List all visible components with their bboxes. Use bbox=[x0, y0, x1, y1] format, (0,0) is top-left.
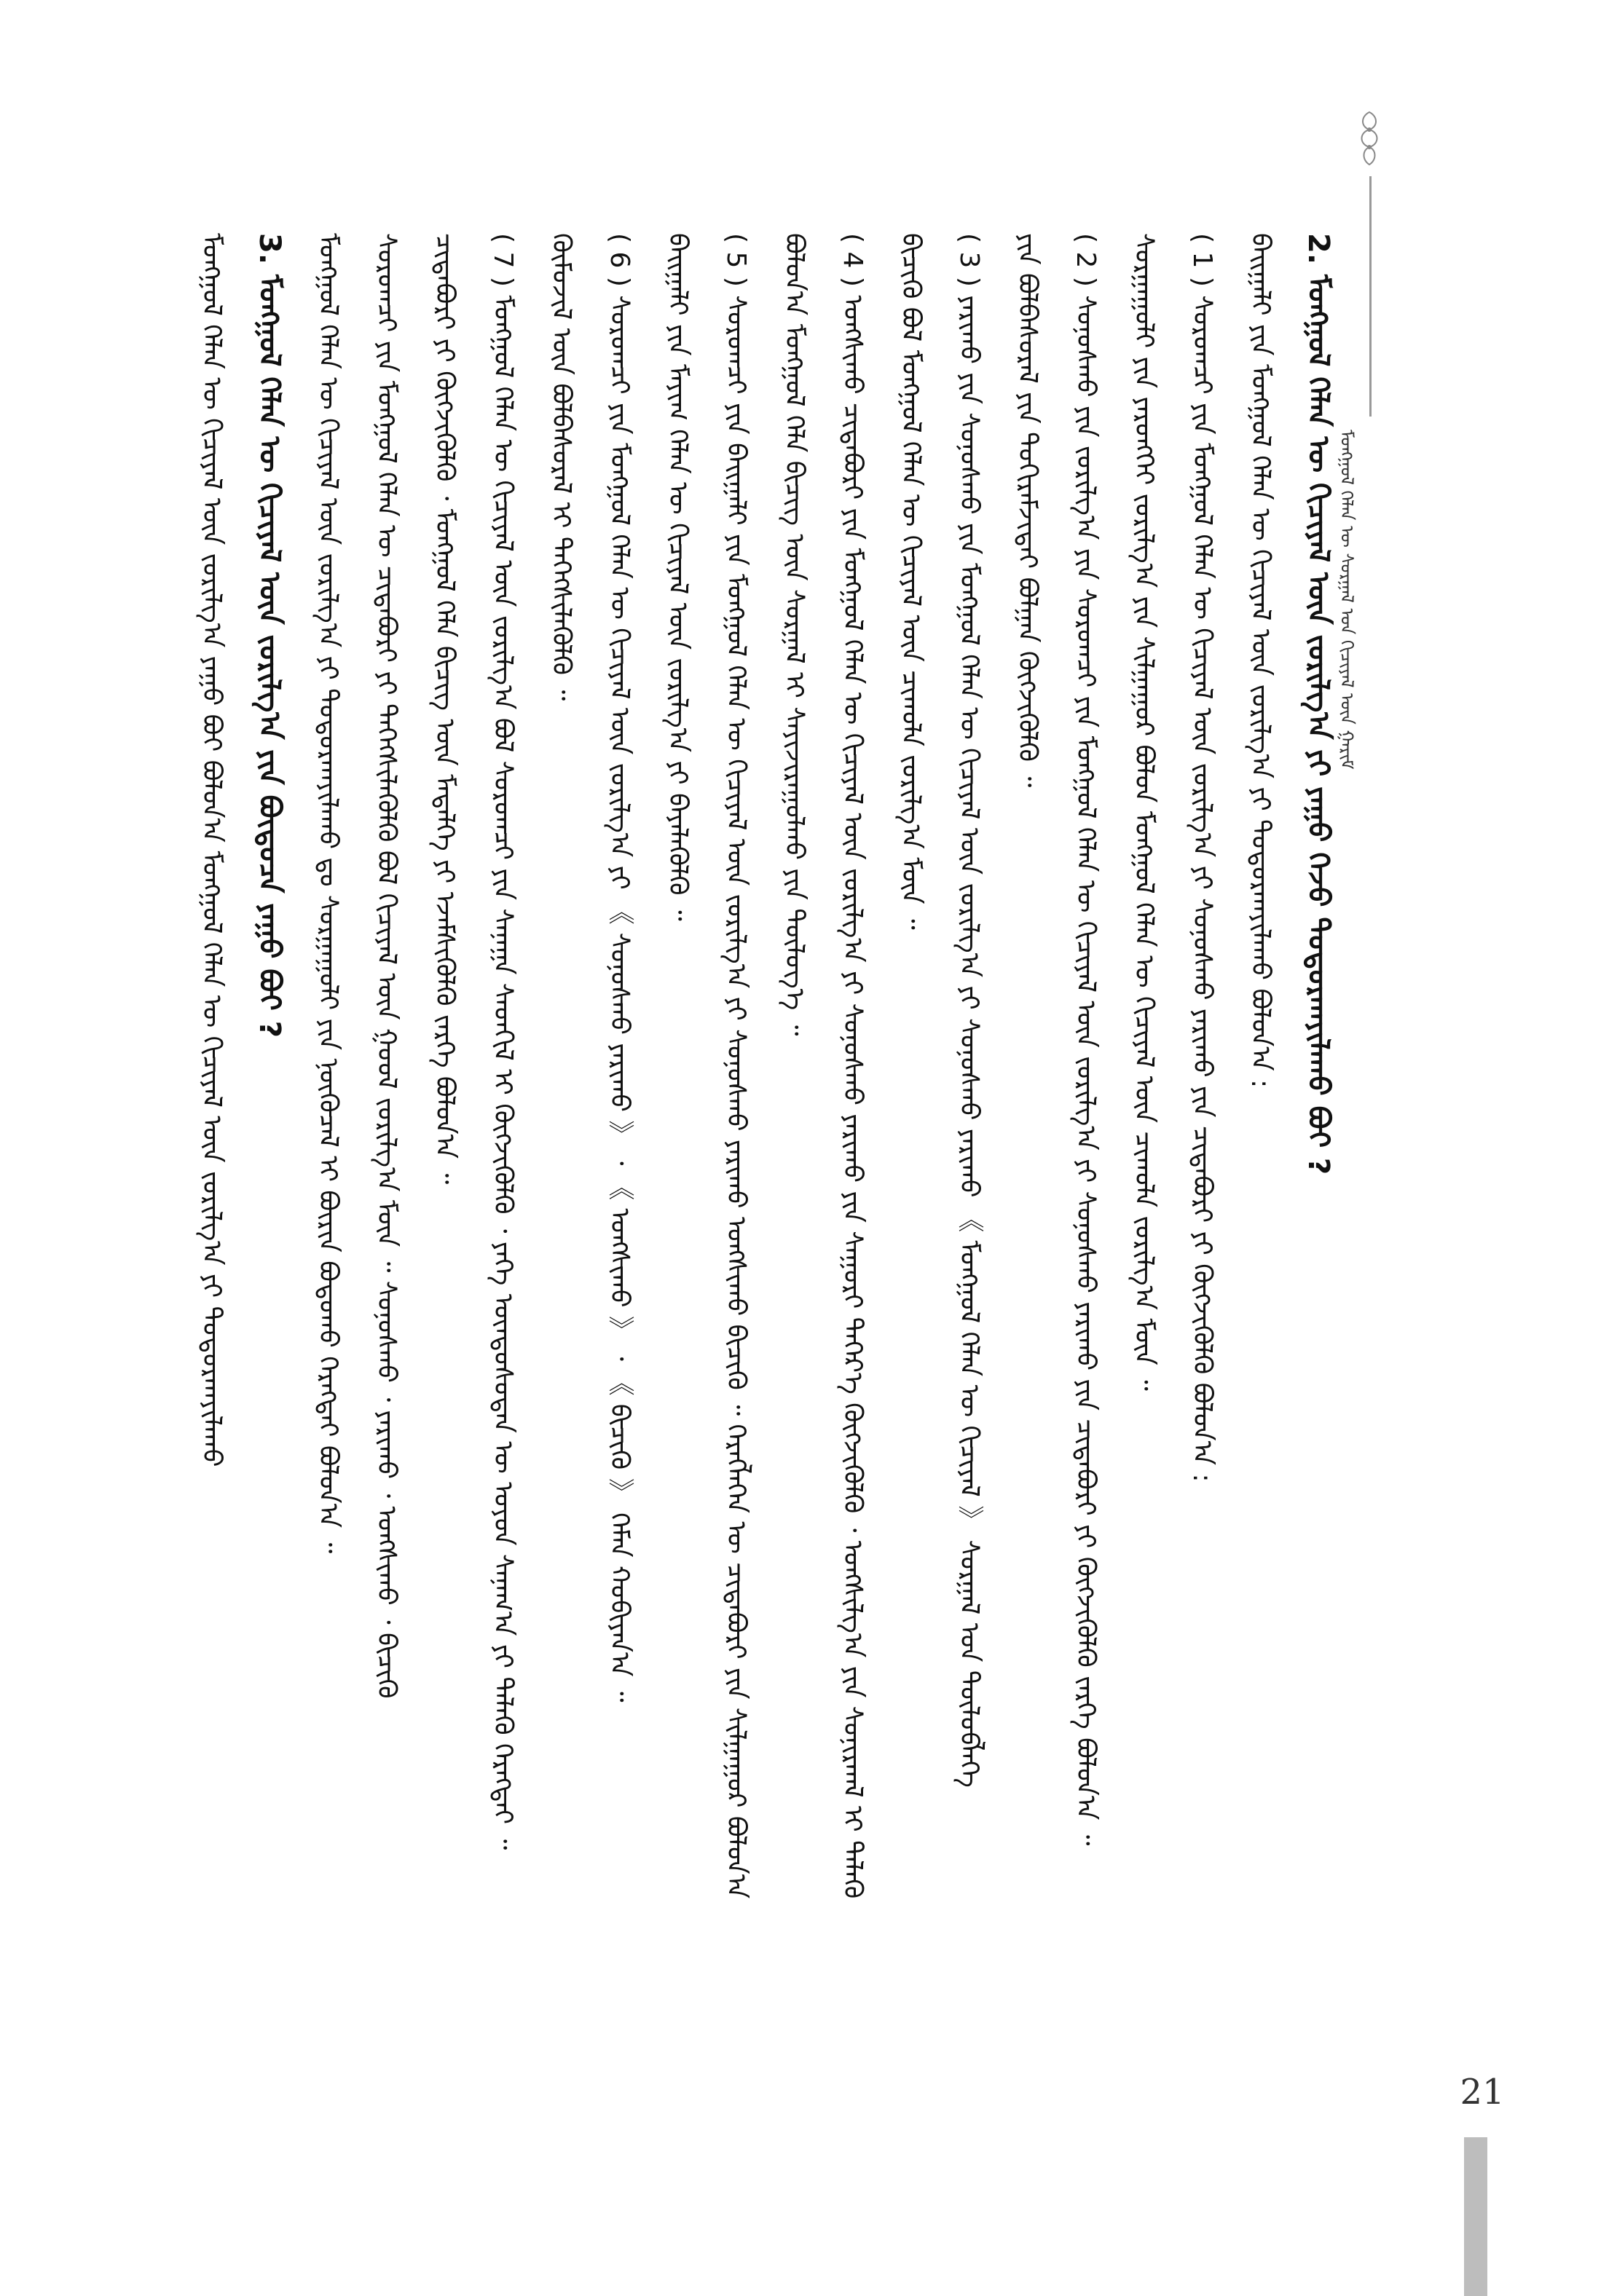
text-line: ( 6 ) ᠰᠤᠷᠤᠭᠴᠢ ᠶᠢᠨ ᠮᠣᠩᠭᠣᠯ ᠬᠡᠯᠡᠨ ᠦ ᠬᠢᠴᠢᠶᠡᠯ ᠦᠨ ᠵᠣᠷᠢᠯᠭ᠎ᠠ ᠶᠢ 《 ᠰᠣᠨᠣᠰᠬᠤ ᠶᠠᠷᠢᠬᠤ 》 ᠂ 《 ᠤᠩᠰᠢᠬᠤ 》 ᠂ 《 ᠪᠢᠴᠢᠬᠦ 》 ᠬᠡᠮᠡᠨ ᠬᠤᠪᠢᠶᠠᠨ᠎ᠠ ᠃ bbox=[605, 233, 634, 1703]
text-line: ( 4 ) ᠤᠩᠰᠢᠬᠤ ᠴᠢᠳᠠᠪᠤᠷᠢ ᠶᠢᠨ ᠮᠣᠩᠭᠣᠯ ᠬᠡᠯᠡᠨ ᠦ ᠬᠢᠴᠢᠶᠡᠯ ᠦᠨ ᠵᠣᠷᠢᠯᠭ᠎ᠠ ᠶᠢ ᠰᠣᠨᠣᠰᠬᠤ ᠶᠠᠷᠢᠬᠤ ᠶᠢᠨ ᠰᠠᠭᠤᠷᠢ ᠳᠡᠭᠡᠷ᠎ᠡ ᠬᠥᠭᠵᠢᠭᠦᠯᠬᠦ ᠂ ᠤᠩᠰᠢᠯᠭ᠎ᠠ ᠶᠢᠨ ᠰᠣᠨᠢᠷᠬᠠᠯ ᠢ ᠲᠡᠯᠡᠬᠦ bbox=[838, 233, 867, 1899]
text-line: ᠰᠤᠷᠭᠠᠭᠤᠯᠢ ᠶᠢᠨ ᠶᠡᠷᠦᠩᠬᠡᠢ ᠵᠣᠷᠢᠯᠭ᠎ᠠ ᠶᠢᠨ ᠰᠢᠯᠭᠠᠭᠤᠷ ᠪᠣᠯᠤᠨ ᠮᠣᠩᠭᠣᠯ ᠬᠡᠯᠡᠨ ᠦ ᠬᠢᠴᠢᠶᠡᠯ ᠦᠨ ᠴᠢᠬᠤᠯᠠ ᠵᠣᠷᠢᠯᠭ᠎ᠠ ᠮᠥᠨ ᠃ bbox=[1129, 233, 1159, 1391]
text-line: ( 7 ) ᠮᠣᠩᠭᠣᠯ ᠬᠡᠯᠡᠨ ᠦ ᠬᠢᠴᠢᠶᠡᠯ ᠦᠨ ᠵᠣᠷᠢᠯᠭ᠎ᠠ ᠪᠣᠯ ᠰᠤᠷᠤᠭᠴᠢ ᠶᠢᠨ ᠰᠠᠨᠠᠭᠠ ᠰᠡᠳᠬᠢᠯ ᠢ ᠬᠥᠭᠵᠢᠭᠦᠯᠬᠦ ᠂ ᠶᠡᠬᠡ ᠦᠨᠳᠦᠰᠦᠲᠡᠨ ᠦ ᠣᠶᠤᠨ ᠰᠠᠨᠠᠭ᠎ᠠ ᠶᠢ ᠲᠡᠯᠡᠬᠦ ᠬᠡᠷᠡᠭᠲᠡᠢ ᠃ bbox=[488, 233, 518, 1850]
text-line: ( 2 ) ᠰᠣᠨᠣᠰᠬᠤ ᠶᠢᠨ ᠵᠣᠷᠢᠯᠭ᠎ᠠ ᠶᠢᠨ ᠰᠤᠷᠤᠭᠴᠢ ᠶᠢᠨ ᠮᠣᠩᠭᠣᠯ ᠬᠡᠯᠡᠨ ᠦ ᠬᠢᠴᠢᠶᠡᠯ ᠦᠨ ᠵᠣᠷᠢᠯᠭ᠎ᠠ ᠶᠢ ᠰᠣᠨᠣᠰᠬᠤ ᠶᠠᠷᠢᠬᠤ ᠶᠢᠨ ᠴᠢᠳᠠᠪᠤᠷᠢ ᠶᠢ ᠬᠥᠭᠵᠢᠭᠦᠯᠬᠦ ᠵᠡᠷᠭᠡ ᠪᠣᠯᠤᠨ᠎ᠠ ᠃ bbox=[1071, 233, 1101, 1846]
ornament-icon bbox=[1348, 109, 1391, 167]
text-body bbox=[182, 233, 1413, 2141]
text-line: ( 1 ) ᠰᠤᠷᠤᠭᠴᠢ ᠶᠢᠨ ᠮᠣᠩᠭᠣᠯ ᠬᠡᠯᠡᠨ ᠦ ᠬᠢᠴᠢᠶᠡᠯ ᠦᠨ ᠵᠣᠷᠢᠯᠭ᠎ᠠ ᠶᠢ ᠰᠣᠨᠣᠰᠬᠤ ᠶᠠᠷᠢᠬᠤ ᠶᠢᠨ ᠴᠢᠳᠠᠪᠤᠷᠢ ᠶᠢ ᠬᠥᠭᠵᠢᠭᠦᠯᠬᠦ ᠪᠣᠯᠤᠨ᠎ᠠ : bbox=[1187, 233, 1217, 1483]
page-edge-marker bbox=[1464, 2137, 1487, 2296]
section-heading: 3. ᠮᠣᠩᠭᠣᠯ ᠬᠡᠯᠡᠨ ᠦ ᠬᠢᠴᠢᠶᠡᠯ ᠦᠨ ᠵᠣᠷᠢᠯᠭ᠎ᠠ ᠶᠢᠨ ᠪᠦᠲᠦᠴᠡ ᠶᠠᠭᠤ ᠪᠤᠢ ? bbox=[253, 233, 286, 1038]
text-line: ᠴᠢᠳᠠᠪᠤᠷᠢ ᠶᠢ ᠬᠥᠭᠵᠢᠭᠦᠯᠬᠦ ᠂ ᠮᠣᠩᠭᠣᠯ ᠬᠡᠯᠡ ᠪᠢᠴᠢᠭ ᠦᠨ ᠮᠡᠳᠡᠯᠭᠡ ᠶᠢ ᠡᠵᠡᠮᠰᠢᠭᠦᠯᠬᠦ ᠵᠡᠷᠭᠡ ᠪᠣᠯᠤᠨ᠎ᠠ ᠃ bbox=[430, 233, 460, 1185]
text-line: ( 3 ) ᠶᠠᠷᠢᠬᠤ ᠶᠢᠨ ᠰᠣᠨᠣᠰᠬᠤ ᠶᠢᠨ ᠮᠣᠩᠭᠣᠯ ᠬᠡᠯᠡᠨ ᠦ ᠬᠢᠴᠢᠶᠡᠯ ᠦᠨ ᠵᠣᠷᠢᠯᠭ᠎ᠠ ᠶᠢ ᠰᠣᠨᠣᠰᠬᠤ ᠶᠠᠷᠢᠬᠤ 《 ᠮᠣᠩᠭᠣᠯ ᠬᠡᠯᠡᠨ ᠦ ᠬᠢᠴᠢᠶᠡᠯ 》 ᠰᠤᠷᠭᠠᠯ ᠤᠨ ᠲᠥᠯᠦᠪᠯᠡᠭᠡ bbox=[954, 233, 984, 1788]
text-line: ᠮᠣᠩᠭᠣᠯ ᠬᠡᠯᠡᠨ ᠦ ᠬᠢᠴᠢᠶᠡᠯ ᠦᠨ ᠵᠣᠷᠢᠯᠭ᠎ᠠ ᠶᠠᠭᠤ ᠪᠤᠢ ᠪᠤᠯᠤᠨ᠎ᠠ ᠮᠣᠩᠭᠣᠯ ᠬᠡᠯᠡᠨ ᠦ ᠬᠢᠴᠢᠶᠡᠯ ᠦᠨ ᠵᠣᠷᠢᠯᠭ᠎ᠠ ᠶᠢ ᠲᠣᠳᠤᠷᠬᠠᠶᠢᠯᠠᠬᠤ bbox=[197, 233, 227, 1467]
text-line: ᠪᠢᠴᠢᠬᠦ ᠪᠣᠯ ᠮᠣᠩᠭᠣᠯ ᠬᠡᠯᠡᠨ ᠦ ᠬᠢᠴᠢᠶᠡᠯ ᠦᠨ ᠴᠢᠬᠤᠯᠠ ᠵᠣᠷᠢᠯᠭ᠎ᠠ ᠮᠥᠨ ᠃ bbox=[896, 233, 926, 930]
text-line: ᠬᠦᠮᠦᠵᠢᠯ ᠦᠨ ᠪᠣᠯᠪᠠᠰᠤᠷᠠᠯ ᠢ ᠳᠡᠭᠡᠭᠰᠢᠯᠡᠭᠦᠯᠬᠦ ᠃ bbox=[546, 233, 576, 701]
text-line: ᠪᠠᠢᠭᠠᠯᠢ ᠶᠢᠨ ᠮᠠᠶᠢᠭ ᠬᠡᠯᠡᠨ ᠦ ᠬᠢᠴᠢᠶᠡᠯ ᠦᠨ ᠵᠣᠷᠢᠯᠭ᠎ᠠ ᠶᠢ ᠪᠡᠶᠡᠯᠡᠭᠦᠯᠬᠦ ᠃ bbox=[663, 233, 693, 921]
text-line: ᠪᠣᠯᠤᠨ᠎ᠠ ᠮᠣᠩᠭᠣᠯ ᠬᠡᠯᠡ ᠪᠢᠴᠢᠭ ᠦᠨ ᠰᠤᠷᠭᠠᠯ ᠢ ᠰᠠᠶᠢᠵᠢᠷᠠᠭᠤᠯᠬᠤ ᠶᠢᠨ ᠲᠥᠯᠦᠭ᠎ᠡ ᠃ bbox=[779, 233, 809, 1036]
text-line: ᠶᠢᠨ ᠪᠣᠯᠪᠠᠰᠤᠷᠠᠯ ᠶᠢᠨ ᠲᠣᠬᠢᠷᠠᠮᠵᠢᠲᠠᠢ ᠪᠣᠯᠭᠠᠨ ᠬᠥᠭᠵᠢᠭᠦᠯᠬᠦ ᠃ bbox=[1012, 233, 1042, 788]
text-line: ᠮᠣᠩᠭᠣᠯ ᠬᠡᠯᠡᠨ ᠦ ᠬᠢᠴᠢᠶᠡᠯ ᠦᠨ ᠵᠣᠷᠢᠯᠭ᠎ᠠ ᠶᠢ ᠲᠣᠳᠤᠷᠬᠠᠶᠢᠯᠠᠬᠤ ᠳᠤ ᠰᠤᠷᠭᠠᠭᠤᠯᠢ ᠶᠢᠨ ᠨᠥᠬᠦᠴᠡᠯ ᠢ ᠪᠦᠷᠢᠨ ᠪᠣᠳᠣᠬᠤ ᠬᠡᠷᠡᠭᠲᠡᠢ ᠪᠣᠯᠤᠨ᠎ᠠ ᠃ bbox=[313, 233, 343, 1554]
page-number: 21 bbox=[1460, 2072, 1505, 2112]
text-line: ᠰᠤᠷᠤᠭᠴᠢ ᠶᠢᠨ ᠮᠣᠩᠭᠣᠯ ᠬᠡᠯᠡᠨ ᠦ ᠴᠢᠳᠠᠪᠤᠷᠢ ᠶᠢ ᠳᠡᠭᠡᠭᠰᠢᠯᠡᠭᠦᠯᠬᠦ ᠪᠣᠯ ᠬᠢᠴᠢᠶᠡᠯ ᠦᠨ ᠭᠣᠣᠯ ᠵᠣᠷᠢᠯᠭ᠎ᠠ ᠮᠥᠨ ᠃ ᠰᠣᠨᠣᠰᠬᠤ ᠂ ᠶᠠᠷᠢᠬᠤ ᠂ ᠤᠩᠰᠢᠬᠤ ᠂ ᠪᠢᠴᠢᠬᠦ bbox=[371, 233, 401, 1699]
header-title: ᠮᠣᠩᠭᠣᠯ ᠬᠡᠯᠡᠨ ᠦ ᠰᠤᠷᠭᠠᠯ ᠤᠨ ᠬᠢᠴᠢᠶᠡᠯ ᠦᠨ ᠭᠠᠷᠢᠮ bbox=[1337, 430, 1357, 770]
text-line: ᠪᠠᠢᠭᠠᠯᠢ ᠶᠢᠨ ᠮᠣᠩᠭᠣᠯ ᠬᠡᠯᠡᠨ ᠦ ᠬᠢᠴᠢᠶᠡᠯ ᠦᠨ ᠵᠣᠷᠢᠯᠭ᠎ᠠ ᠶᠢ ᠲᠣᠳᠤᠷᠬᠠᠶᠢᠯᠠᠬᠤ ᠪᠣᠯᠤᠨ᠎ᠠ : bbox=[1246, 233, 1275, 1089]
text-line: ( 5 ) ᠰᠤᠷᠤᠭᠴᠢ ᠶᠢᠨ ᠪᠠᠢᠭᠠᠯᠢ ᠶᠢᠨ ᠮᠣᠩᠭᠣᠯ ᠬᠡᠯᠡᠨ ᠦ ᠬᠢᠴᠢᠶᠡᠯ ᠦᠨ ᠵᠣᠷᠢᠯᠭ᠎ᠠ ᠶᠢ ᠰᠣᠨᠣᠰᠬᠤ ᠶᠠᠷᠢᠬᠤ ᠤᠩᠰᠢᠬᠤ ᠪᠢᠴᠢᠬᠦ ᠃ ᠬᠡᠷᠡᠭᠯᠡᠭᠡᠨ ᠦ ᠴᠢᠳᠠᠪᠤᠷᠢ ᠶᠢᠨ ᠰᠢᠯᠭᠠᠭᠤᠷ ᠪᠣᠯᠤᠨ᠎ᠠ bbox=[721, 233, 751, 1899]
section-heading: 2. ᠮᠣᠩᠭᠣᠯ ᠬᠡᠯᠡᠨ ᠦ ᠬᠢᠴᠢᠶᠡᠯ ᠦᠨ ᠵᠣᠷᠢᠯᠭ᠎ᠠ ᠶᠢ ᠶᠠᠭᠤ ᠭᠡᠵᠦ ᠲᠣᠳᠤᠷᠬᠠᠶᠢᠯᠠᠬᠤ ᠪᠤᠢ ? bbox=[1302, 233, 1335, 1175]
